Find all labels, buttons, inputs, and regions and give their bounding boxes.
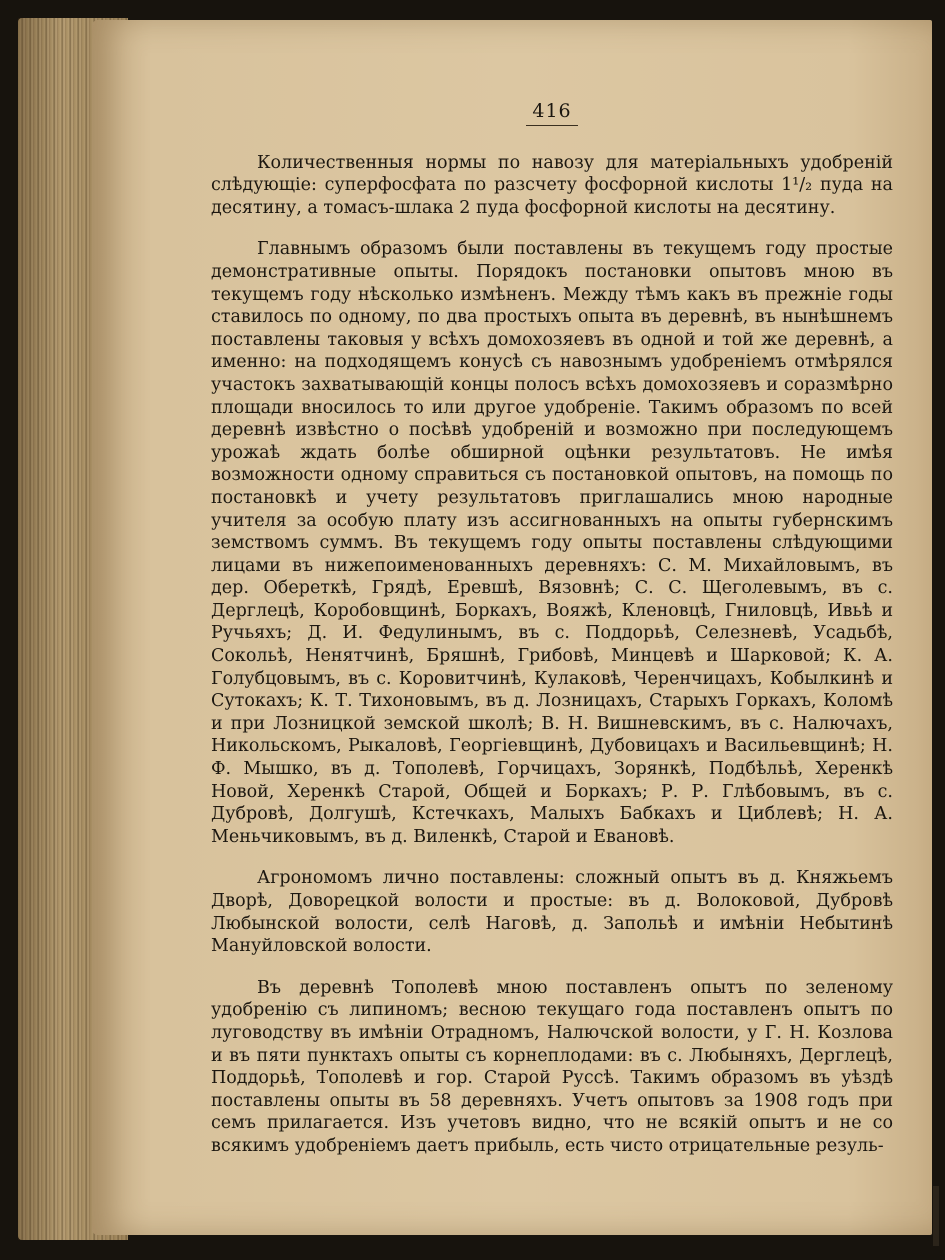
paragraph-4: Въ деревнѣ Тополевѣ мною поставленъ опытъ по зеленому удобренію съ липиномъ; весною текущаго года поставленъ опытъ по луговодству въ имѣніи Отрадномъ, Налючской волости, у Г. Н. Козлова и въ пяти пунктахъ опыты съ корнеплодами: въ с. Любыняхъ, Дерглецѣ, Поддорьѣ, Тополевѣ и гор. Старой Руссѣ. Такимъ образомъ въ уѣздѣ поставлены опыты въ 58 деревняхъ. Учетъ опытовъ за 1908 годъ при семъ прилагается. Изъ учетовъ видно, что не всякій опытъ и не со всякимъ удобреніемъ даетъ прибыль, есть чисто отрицательные резуль- <box>211 977 893 1156</box>
paragraph-2: Главнымъ образомъ были поставлены въ текущемъ году простые демонстративные опыты. Порядокъ постановки опытовъ мною въ текущемъ году нѣсколько измѣненъ. Между тѣмъ какъ въ прежніе годы ставилось по одному, по два простыхъ опыта въ деревнѣ, въ нынѣшнемъ поставлены таковыя у всѣхъ домохозяевъ въ одной и той же деревнѣ, а именно: на подходящемъ конусѣ съ навознымъ удобреніемъ отмѣрялся участокъ захватывающій концы полосъ всѣхъ домохозяевъ и соразмѣрно площади вносилось то или другое удобреніе. Такимъ образомъ по всей деревнѣ извѣстно о посѣвѣ удобреній и возможно при последующемъ урожаѣ ждать болѣе обширной оцѣнки результатовъ. Не имѣя возможности одному справиться съ постановкой опытовъ, на помощь по постановкѣ и учету результатовъ приглашались мною народные учителя за особую плату изъ ассигнованныхъ на опыты губернскимъ земствомъ суммъ. Въ текущемъ году опыты поставлены слѣдующими лицами въ нижепоименованныхъ деревняхъ: С. М. Михайловымъ, въ дер. Обереткѣ, Грядѣ, Еревшѣ, Вязовнѣ; С. С. Щеголевымъ, въ с. Дерглецѣ, Коробовщинѣ, Боркахъ, Вояжѣ, Кленовцѣ, Гниловцѣ, Ивьѣ и Ручьяхъ; Д. И. Федулинымъ, въ с. Поддорьѣ, Селезневѣ, Усадьбѣ, Сокольѣ, Ненятчинѣ, Бряшнѣ, Грибовѣ, Минцевѣ и Шарковой; К. А. Голубцовымъ, въ с. Коровитчинѣ, Кулаковѣ, Черенчицахъ, Кобылкинѣ и Сутокахъ; К. Т. Тихоновымъ, въ д. Лозницахъ, Старыхъ Горкахъ, Коломѣ и при Лозницкой земской школѣ; В. Н. Вишневскимъ, въ с. Налючахъ, Никольскомъ, Рыкаловѣ, Георгіевщинѣ, Дубовицахъ и Васильевщинѣ; Н. Ф. Мышко, въ д. Тополевѣ, Горчицахъ, Зорянкѣ, Подбѣльѣ, Херенкѣ Новой, Херенкѣ Старой, Общей и Боркахъ; Р. Р. Глѣбовымъ, въ с. Дубровѣ, Долгушѣ, Кстечкахъ, Малыхъ Бабкахъ и Циблевѣ; Н. А. Меньчиковымъ, въ д. Виленкѣ, Старой и Евановѣ. <box>211 239 893 847</box>
paragraph-1: Количественныя нормы по навозу для матеріальныхъ удобреній слѣдующіе: суперфосфата по разсчету фосфорной кислоты 1¹/₂ пуда на десятину, а томасъ-шлака 2 пуда фосфорной кислоты на десятину. <box>211 152 893 218</box>
page-text <box>211 100 893 1177</box>
binding-shadow <box>933 1186 939 1246</box>
page-number: 416 <box>211 100 893 126</box>
paragraph-3: Агрономомъ лично поставлены: сложный опытъ въ д. Княжьемъ Дворѣ, Доворецкой волости и простые: въ д. Волоковой, Дубровѣ Любынской волости, селѣ Наговѣ, д. Запольѣ и имѣніи Небытинѣ Мануйловской волости. <box>211 868 893 957</box>
